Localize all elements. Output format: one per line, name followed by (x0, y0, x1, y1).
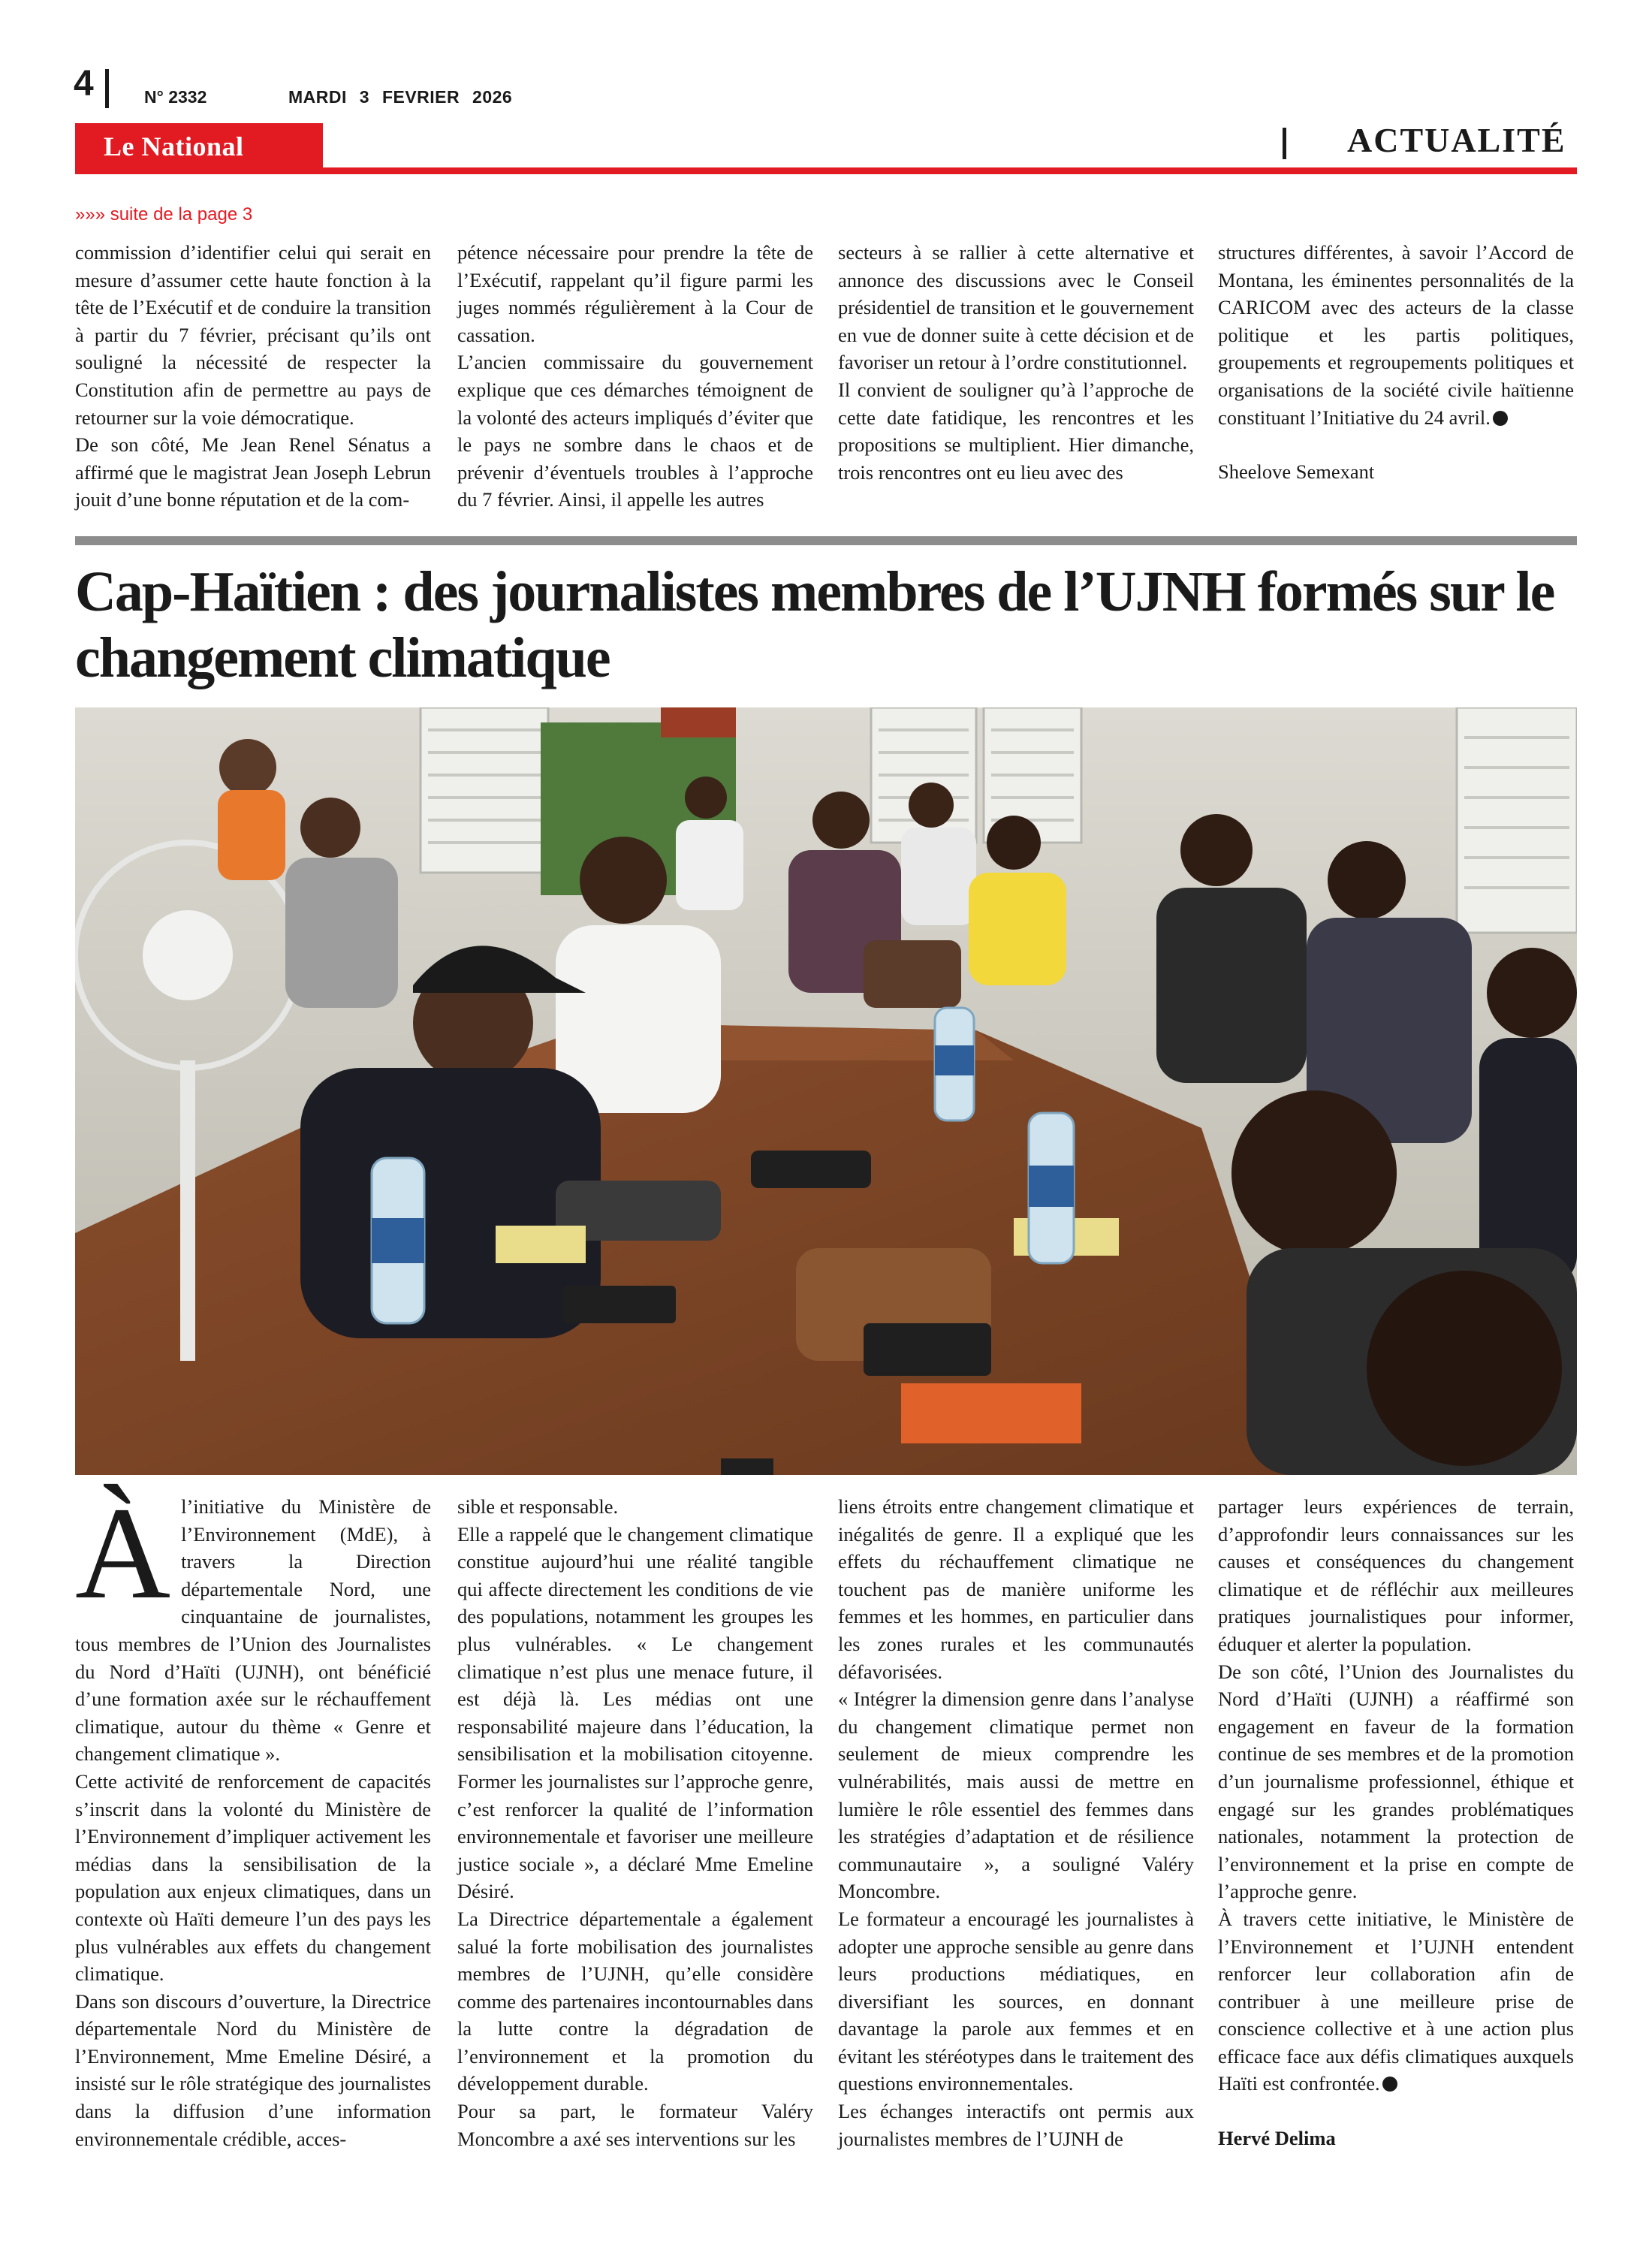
paragraph: liens étroits entre changement climatique et inégalités de genre. Il a expliqué que les effets du réchauffement climatique ne touchent pas de manière uniforme les femmes et les hommes, en particulier dans les zones rurales et les communautés défavorisées. (838, 1495, 1194, 1683)
photo-workshop-journalists (75, 707, 1577, 1475)
paragraph: secteurs à se rallier à cette alternative et annonce des discussions avec le Conseil présidentiel de transition et le gouvernement en vue de donner suite à cette décision et de favoriser un retour à l’ordre constitutionnel. (838, 241, 1194, 374)
paragraph: La Directrice départementale a également salué la forte mobilisation des journalistes membres de l’UJNH, qu’elle considère comme des partenaires incontournables dans la lutte contre la dégradation de l’environnement et la promotion du développement durable. (457, 1907, 813, 2095)
paragraph: partager leurs expériences de terrain, d’approfondir leurs connaissances sur les causes et conséquences du changement climatique et de réfléchir aux meilleures pratiques journalistiques pour informer, éduquer et alerter la population. (1218, 1495, 1574, 1655)
continuation-column-3 (838, 239, 1194, 486)
paragraph: Le formateur a encouragé les journalistes à adopter une approche sensible au genre dans leurs productions médiatiques, en diversifiant les sources, en donnant davantage la parole aux femmes et en évitant les stéréotypes dans le traitement des questions environnementales. (838, 1907, 1194, 2095)
continuation-label[interactable]: »»» suite de la page 3 (75, 204, 253, 225)
drop-cap: À (75, 1480, 171, 1627)
paragraph: Dans son discours d’ouverture, la Directrice départementale Nord du Ministère de l’Environnement, Mme Emeline Désiré, a insisté sur le rôle stratégique des journalistes dans la diffusion d’une information environnementale crédible, acces- (75, 1989, 431, 2150)
paragraph: De son côté, Me Jean Renel Sénatus a affirmé que le magistrat Jean Joseph Lebrun jouit d’une bonne réputation et de la com- (75, 433, 431, 511)
paragraph: sible et responsable. (457, 1495, 619, 1518)
paragraph: « Intégrer la dimension genre dans l’analyse du changement climatique permet non seulement de mieux comprendre les vulnérabilités, mais aussi de mettre en lumière le rôle essentiel des femmes dans les stratégies d’adaptation et de résilience communautaire », a souligné Valéry Moncombre. (838, 1687, 1194, 1903)
article-column-2 (457, 1493, 813, 2152)
section-divider (1283, 128, 1286, 159)
continuation-column-1 (75, 239, 431, 514)
article-column-4 (1218, 1493, 1574, 2152)
section-title: ACTUALITÉ (1347, 121, 1566, 159)
paragraph: commission d’identifier celui qui serait en mesure d’assumer cette haute fonction à la tête de l’Exécutif et de conduire la transition à partir du 7 février, précisant qu’ils ont souligné la nécessité de respecter la Constitution afin de permettre au pays de retourner sur la voie démocratique. (75, 241, 431, 429)
paragraph: pétence nécessaire pour prendre la tête de l’Exécutif, rappelant qu’il figure parmi les juges nommés régulièrement à la Cour de cassation. (457, 241, 813, 346)
article-column-3 (838, 1493, 1194, 2152)
issue-number: N° 2332 (144, 87, 207, 107)
paragraph: Les échanges interactifs ont permis aux journalistes membres de l’UJNH de (838, 2100, 1194, 2150)
paragraph-text: structures différentes, à savoir l’Accord de Montana, les éminentes personnalités de la CARICOM avec des acteurs de la classe politique et les partis politiques, groupements et regroupements politiques et organisations de la société civile haïtienne constituant l’Initiative du 24 avril. (1218, 241, 1574, 429)
author-byline: Hervé Delima (1218, 2127, 1336, 2150)
article-headline: Cap-Haïtien : des journalistes membres de l’UJNH formés sur le changement climatique (75, 560, 1554, 689)
page-number: 4 (74, 64, 94, 104)
paragraph: L’ancien commissaire du gouvernement explique que ces démarches témoignent de la volonté des acteurs impliqués d’éviter que le pays ne sombre dans le chaos et de prévenir d’éventuels troubles à l’approche du 7 février. Ainsi, il appelle les autres (457, 351, 813, 511)
end-of-article-icon (1382, 2077, 1397, 2092)
article-separator-rule (75, 536, 1577, 545)
header-red-rule (75, 167, 1577, 174)
paragraph: Il convient de souligner qu’à l’approche de cette date fatidique, les rencontres et les propositions se multiplient. Hier dimanche, trois rencontres ont eu lieu avec des (838, 378, 1194, 484)
paragraph-text: À travers cette initiative, le Ministère de l’Environnement et l’UJNH entendent renforcer leur collaboration afin de contribuer à une meilleure prise de conscience collective et à une action plus efficace face aux défis climatiques auxquels Haïti est confrontée. (1218, 1907, 1574, 2095)
page-number-divider (105, 69, 109, 108)
article-column-1 (75, 1480, 431, 2152)
paragraph: Pour sa part, le formateur Valéry Moncombre a axé ses interventions sur les (457, 2100, 813, 2150)
paragraph: Elle a rappelé que le changement climatique constitue aujourd’hui une réalité tangible qui affecte directement les conditions de vie des populations, notamment les groupes les plus vulnérables. « Le changement climatique n’est plus une menace future, il est déjà là. Les médias ont une responsabilité majeure dans l’éducation, la sensibilisation et la mobilisation citoyenne. Former les journalistes sur l’approche genre, c’est renforcer la qualité de l’information environnementale et favoriser une meilleure justice sociale », a déclaré Mme Emeline Désiré. (457, 1522, 813, 1903)
paragraph: Cette activité de renforcement de capacités s’inscrit dans la volonté du Ministère de l’Environnement d’impliquer activement les médias dans la sensibilisation de la population aux enjeux climatiques, dans un contexte où Haïti demeure l’un des pays les plus vulnérables aux effets du changement climatique. (75, 1769, 431, 1986)
continuation-column-4 (1218, 239, 1574, 486)
paragraph (1218, 239, 1574, 431)
author-byline: Sheelove Semexant (1218, 460, 1375, 484)
paragraph (1218, 1905, 1574, 2098)
newspaper-name: Le National (104, 131, 244, 161)
continuation-column-2 (457, 239, 813, 514)
end-of-article-icon (1493, 411, 1508, 426)
paragraph: l’initiative du Ministère de l’Environnement (MdE), à travers la Direction départementale Nord, une cinquantaine de journalistes, tous membres de l’Union des Journalistes du Nord d’Haïti (UJNH), ont bénéficié d’une formation axée sur le réchauffement climatique, autour du thème « Genre et changement climatique ». (75, 1495, 431, 1766)
issue-date: MARDI 3 FEVRIER 2026 (288, 87, 513, 107)
paragraph: De son côté, l’Union des Journalistes du Nord d’Haïti (UJNH) a réaffirmé son engagement en faveur de la formation continue de ses membres et de la promotion d’un journalisme professionnel, éthique et engagé sur les grandes problématiques nationales, notamment la protection de l’environnement et la prise en compte de l’approche genre. (1218, 1660, 1574, 1903)
